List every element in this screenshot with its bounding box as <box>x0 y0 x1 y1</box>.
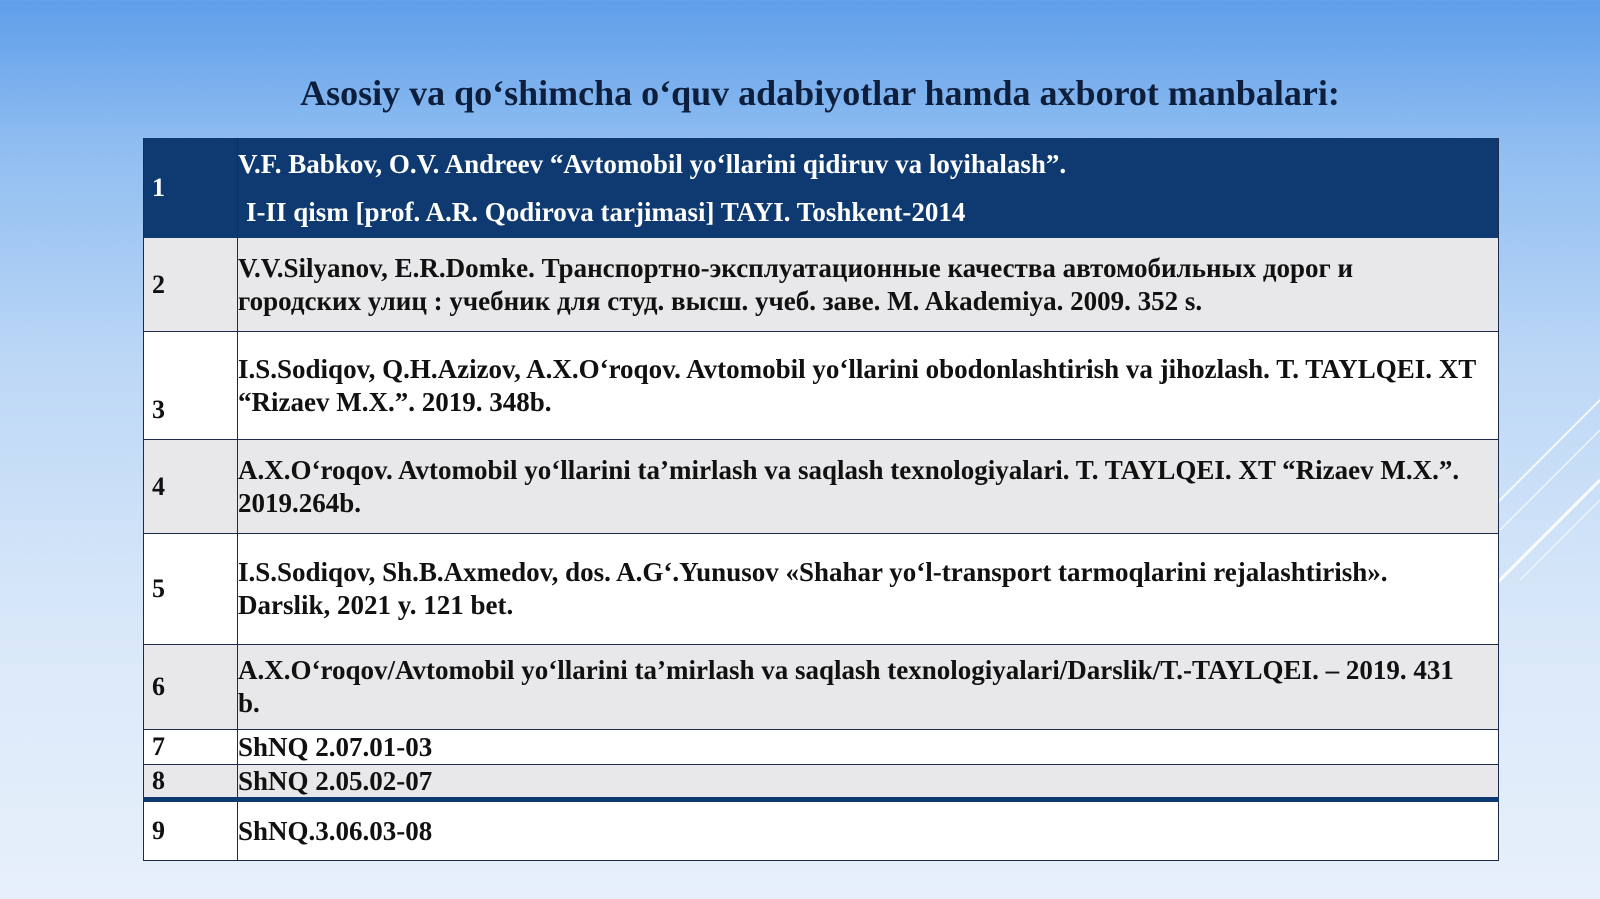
table-row <box>144 730 1499 765</box>
row-number: 4 <box>144 440 238 534</box>
row-number: 1 <box>144 138 238 238</box>
table-row <box>144 332 1499 440</box>
references-table <box>143 138 1499 861</box>
table-row <box>144 765 1499 800</box>
reference-text: I.S.Sodiqov, Sh.B.Axmedov, dos. A.G‘.Yunusov «Shahar yo‘l-transport tarmoqlarini rejalashtirish». Darslik, 2021 y. 121 bet. <box>238 534 1499 645</box>
row-number: 7 <box>144 730 238 765</box>
table-row <box>144 534 1499 645</box>
reference-text: A.X.O‘roqov/Avtomobil yo‘llarini ta’mirlash va saqlash texnologiyalari/Darslik/T.-TAYLQEI. – 2019. 431 b. <box>238 645 1499 730</box>
reference-text: ShNQ 2.07.01-03 <box>238 730 1499 765</box>
table-row <box>144 238 1499 332</box>
table-row <box>144 138 1499 238</box>
reference-line: V.F. Babkov, O.V. Andreev “Avtomobil yo‘llarini qidiruv va loyihalash”. <box>238 149 1067 179</box>
reference-text: A.X.O‘roqov. Avtomobil yo‘llarini ta’mirlash va saqlash texnologiyalari. T. TAYLQEI. XT “Rizaev M.X.”. 2019.264b. <box>238 440 1499 534</box>
reference-text: ShNQ 2.05.02-07 <box>238 765 1499 800</box>
reference-text <box>238 138 1499 238</box>
table-row <box>144 440 1499 534</box>
row-number: 5 <box>144 534 238 645</box>
table-row <box>144 645 1499 730</box>
reference-text: V.V.Silyanov, E.R.Domke. Транспортно-эксплуатационные качества автомобильных дорог и городских улиц : учебник для студ. высш. учеб. заве. M. Akademiya. 2009. 352 s. <box>238 238 1499 332</box>
page-title: Asosiy va qo‘shimcha o‘quv adabiyotlar hamda axborot manbalari: <box>300 73 1340 113</box>
reference-text: ShNQ.3.06.03-08 <box>238 800 1499 861</box>
reference-text: I.S.Sodiqov, Q.H.Azizov, A.X.O‘roqov. Avtomobil yo‘llarini obodonlashtirish va jihozlash. T. TAYLQEI. XT “Rizaev M.X.”. 2019. 348b. <box>238 332 1499 440</box>
table-row <box>144 800 1499 861</box>
row-number: 8 <box>144 765 238 800</box>
row-number: 3 <box>144 332 238 440</box>
decorative-lines <box>1490 380 1600 600</box>
row-number: 2 <box>144 238 238 332</box>
row-number: 9 <box>144 800 238 861</box>
row-number: 6 <box>144 645 238 730</box>
reference-line: I-II qism [prof. A.R. Qodirova tarjimasi] TAYI. Toshkent-2014 <box>246 197 966 227</box>
